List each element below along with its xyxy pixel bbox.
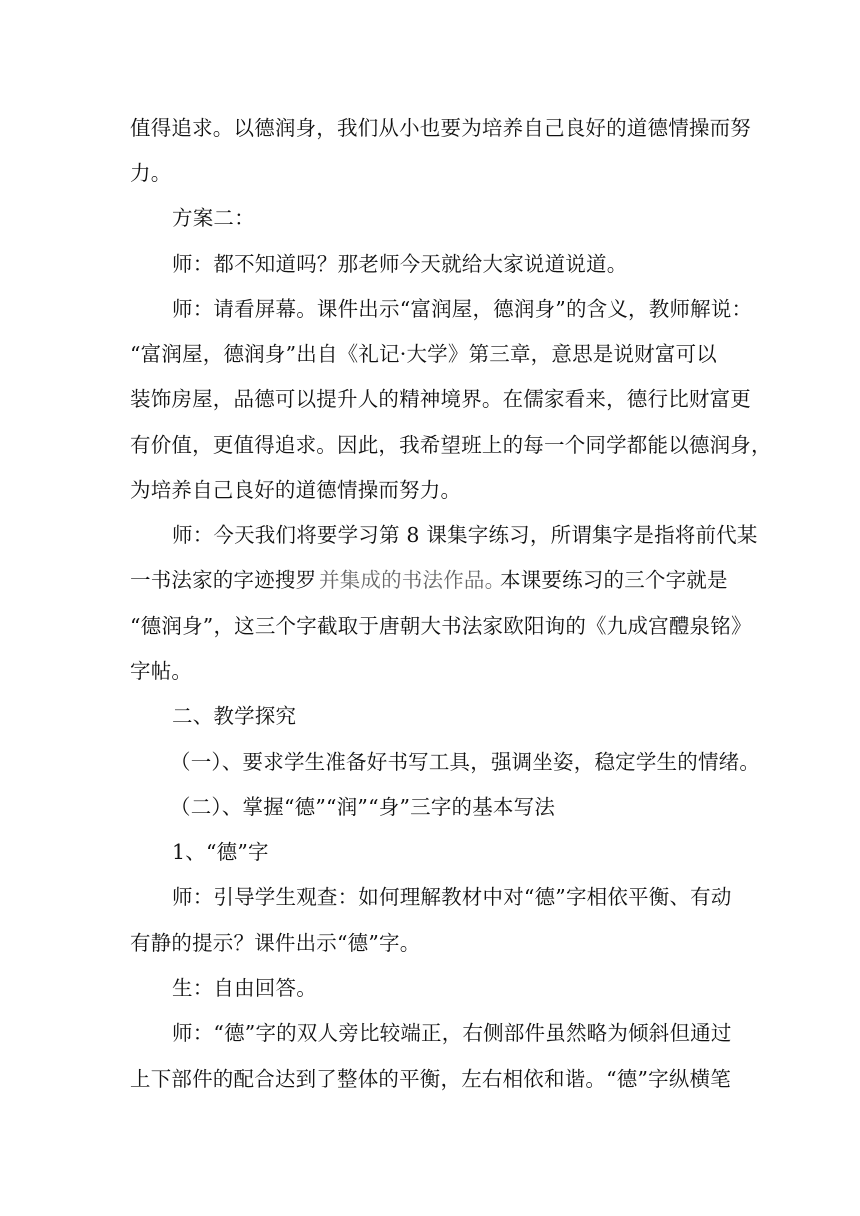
paragraph-line: 师：引导学生观查：如何理解教材中对“德”字相依平衡、有动 [172, 885, 732, 909]
section-heading: 方案二： [172, 206, 255, 230]
paragraph-line: 字帖。 [130, 659, 193, 683]
paragraph-line: 有静的提示？课件出示“德”字。 [130, 931, 421, 955]
paragraph-line: 有价值，更值得追求。因此，我希望班上的每一个同学都能以德润身， [130, 433, 772, 457]
section-heading: 二、教学探究 [172, 704, 297, 728]
list-item: 1、“德”字 [172, 840, 269, 864]
paragraph-line: 生：自由回答。 [172, 976, 317, 1000]
paragraph-line: 值得追求。以德润身，我们从小也要为培养自己良好的道德情操而努 [130, 116, 751, 140]
paragraph-line: 为培养自己良好的道德情操而努力。 [130, 478, 462, 502]
paragraph-line-part: 本课要练习的三个字就是 [500, 568, 728, 592]
paragraph-line: “富润屋，德润身”出自《礼记·大学》第三章，意思是说财富可以 [130, 342, 717, 366]
subsection-line: （二）、掌握“德”“润”“身”三字的基本写法 [170, 795, 556, 819]
paragraph-line: “德润身”，这三个字截取于唐朝大书法家欧阳询的《九成宫醴泉铭》 [130, 614, 752, 638]
paragraph-line: 上下部件的配合达到了整体的平衡，左右相依和谐。“德”字纵横笔 [130, 1067, 731, 1091]
subsection-line: （一）、要求学生准备好书写工具，强调坐姿，稳定学生的情绪。 [170, 750, 761, 774]
paragraph-line: 师：请看屏幕。课件出示“富润屋，德润身”的含义，教师解说： [172, 297, 753, 321]
paragraph-line: 师：今天我们将要学习第 8 课集字练习，所谓集字是指将前代某 [172, 523, 758, 547]
paragraph-line-part: 一书法家的字迹搜罗 [130, 568, 317, 592]
paragraph-line: 力。 [130, 161, 172, 185]
paragraph-line: 装饰房屋，品德可以提升人的精神境界。在儒家看来，德行比财富更 [130, 387, 751, 411]
paragraph-line-gray-part: 并集成的书法作品。 [319, 568, 506, 592]
paragraph-line: 师：“德”字的双人旁比较端正，右侧部件虽然略为倾斜但通过 [172, 1021, 732, 1045]
paragraph-line: 师：都不知道吗？那老师今天就给大家说道说道。 [172, 252, 628, 276]
